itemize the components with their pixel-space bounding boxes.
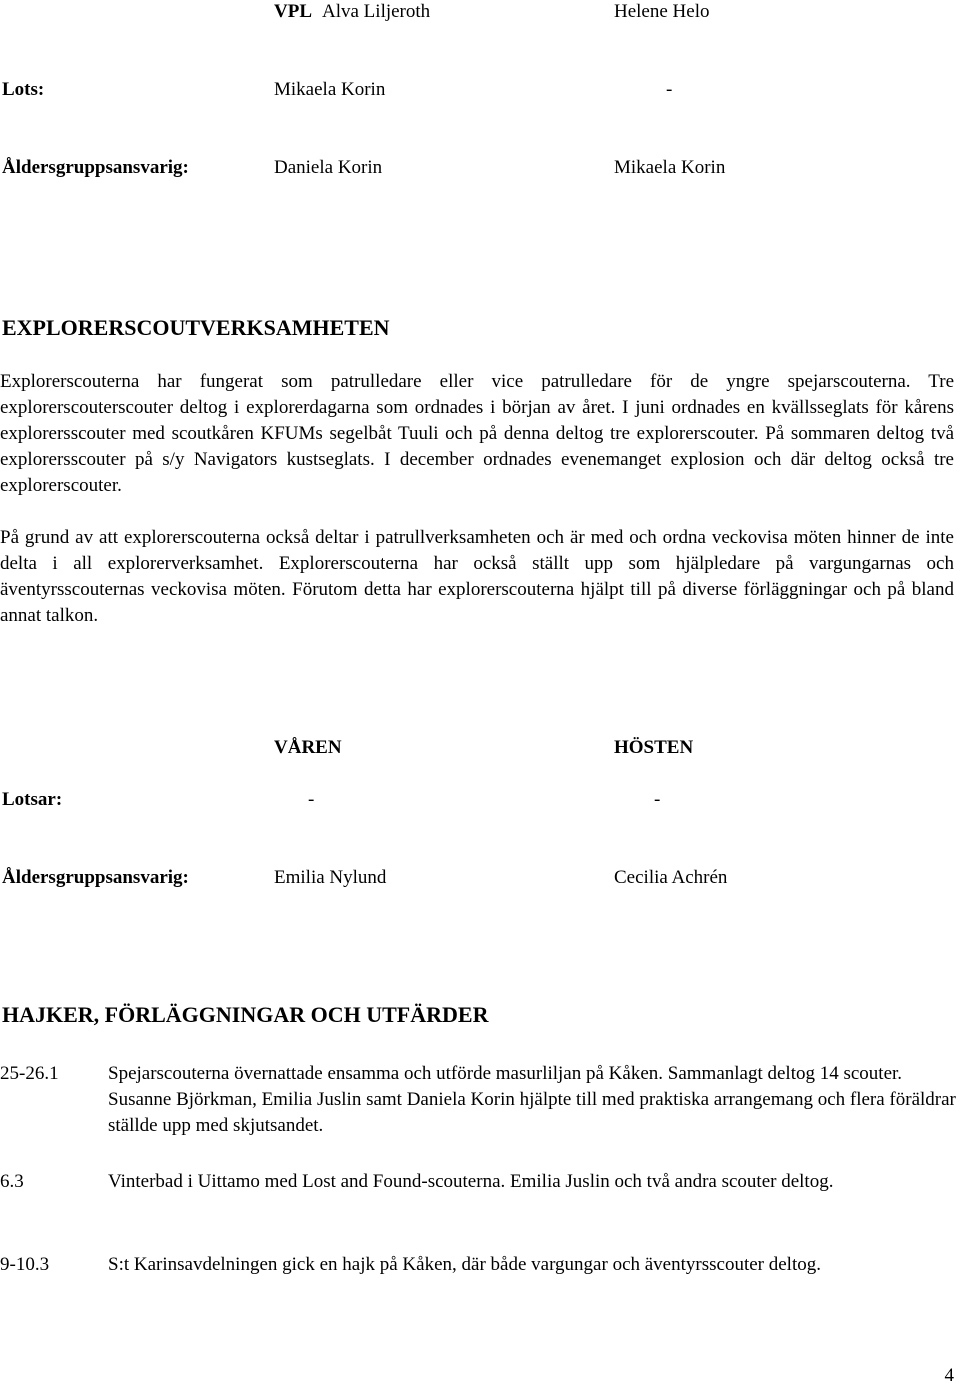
hike-text-3: S:t Karinsavdelningen gick en hajk på Kåken, där både vargungar och äventyrsscouter deltog. (108, 1254, 821, 1275)
age-group-name-1b: Mikaela Korin (614, 157, 726, 178)
top-row-name-2: Helene Helo (614, 1, 710, 22)
season-spring-heading: VÅREN (274, 737, 342, 758)
hike-date-1: 25-26.1 (0, 1063, 59, 1084)
hike-date-3: 9-10.3 (0, 1254, 50, 1275)
explorer-paragraph-2: På grund av att explorerscouterna också deltar i patrullverksamheten och är med och ordna veckovisa möten hinner de inte delta i all explorerverksamhet. Explorerscouterna har också ställt upp som hjälpledare på vargungarnas och äventyrsscouternas veckovisa möten. Förutom detta har explorerscouterna hjälpt till på diverse förläggningar och på bland annat talkon. (0, 527, 954, 626)
season-autumn-heading: HÖSTEN (614, 737, 694, 758)
lotsar-value-1: - (308, 789, 315, 810)
lots-name-2: - (666, 79, 673, 100)
lotsar-label: Lotsar: (2, 789, 63, 810)
top-row-name-1: Alva Liljeroth (322, 1, 431, 22)
age-group-label-1: Åldersgruppsansvarig: (2, 157, 189, 178)
hike-text-1: Spejarscouterna övernattade ensamma och utförde masurliljan på Kåken. Sammanlagt deltog 14 scouter. Susanne Björkman, Emilia Juslin samt Daniela Korin hjälpte till med praktiska arrangemang och flera föräldrar ställde upp med skjutsandet. (108, 1063, 956, 1136)
age-group-name-2b: Cecilia Achrén (614, 867, 728, 888)
explorer-paragraph-1: Explorerscouterna har fungerat som patrulledare eller vice patrulledare för de yngre spejarscouterna. Tre explorerscouterscouter deltog i explorerdagarna som ordnades i början av året. I juni ordnades en kvällsseglats för kårens explorersscouter med scoutkåren KFUMs segelbåt Tuuli och på denna deltog tre explorerscouter. På sommaren deltog två explorersscouter på s/y Navigators kustseglats. I december ordnades evenemanget explosion och där deltog också tre explorerscouter. (0, 371, 954, 496)
top-row-label: VPL (274, 1, 312, 22)
lots-label: Lots: (2, 79, 45, 100)
lotsar-value-2: - (654, 789, 661, 810)
hike-text-2: Vinterbad i Uittamo med Lost and Found-scouterna. Emilia Juslin och två andra scouter deltog. (108, 1171, 834, 1192)
explorer-heading: EXPLORERSCOUTVERKSAMHETEN (2, 315, 390, 340)
hike-date-2: 6.3 (0, 1171, 24, 1192)
age-group-name-1a: Daniela Korin (274, 157, 383, 178)
age-group-label-2: Åldersgruppsansvarig: (2, 867, 189, 888)
lots-name-1: Mikaela Korin (274, 79, 386, 100)
page-number: 4 (944, 1365, 954, 1386)
hikes-heading: HAJKER, FÖRLÄGGNINGAR OCH UTFÄRDER (2, 1002, 489, 1027)
age-group-name-2a: Emilia Nylund (274, 867, 387, 888)
